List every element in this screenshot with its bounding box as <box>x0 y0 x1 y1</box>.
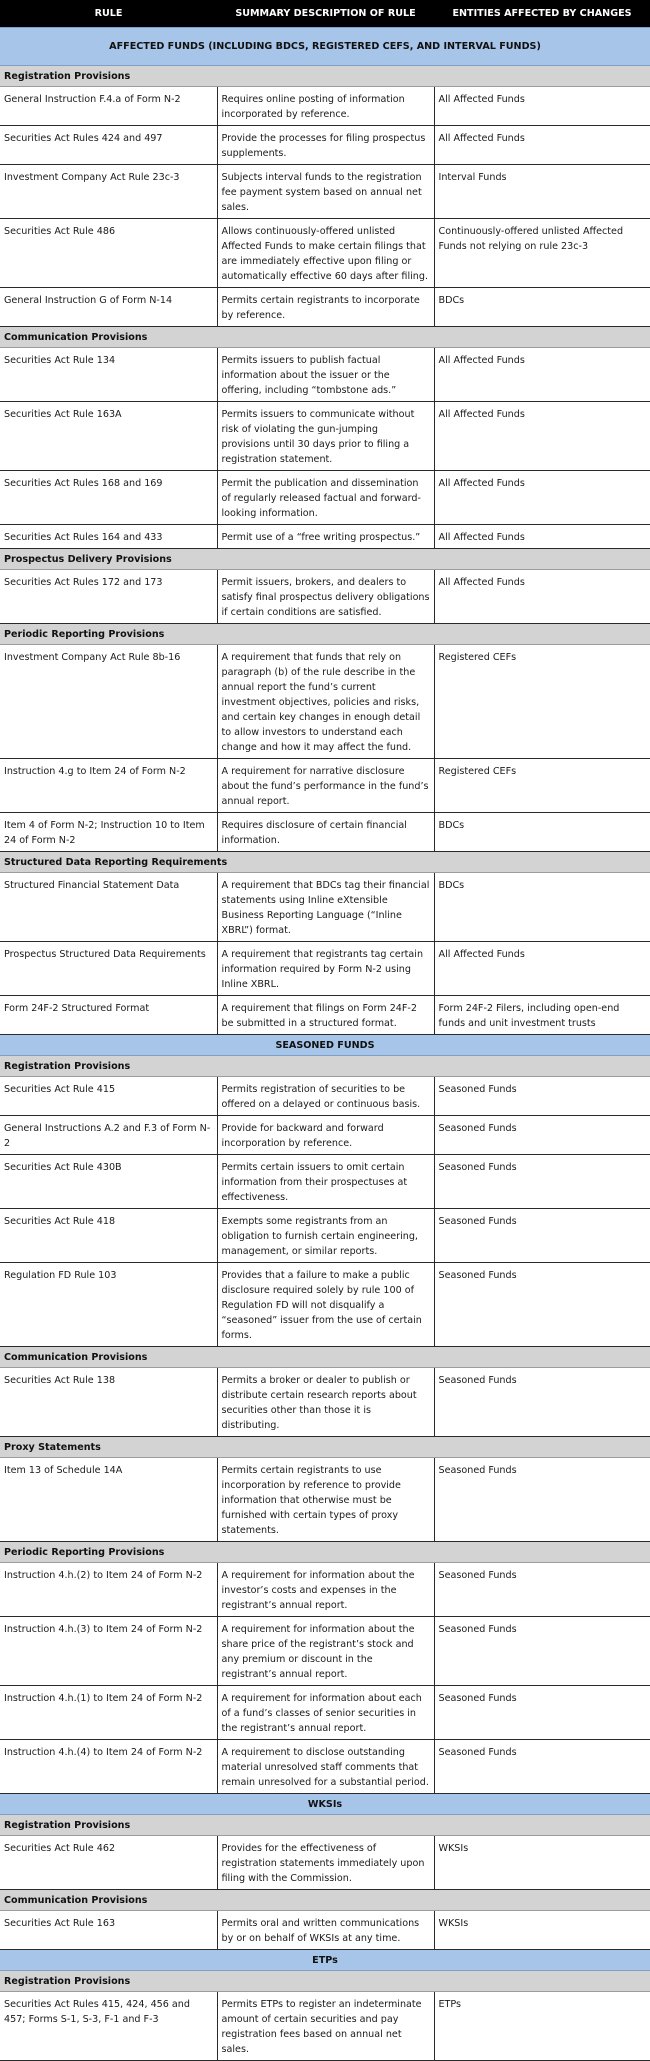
group-header-row <box>0 1971 650 1992</box>
rule-cell: Instruction 4.g to Item 24 of Form N-2 <box>0 759 217 813</box>
group-title: Proxy Statements <box>0 1437 650 1458</box>
group-title: Prospectus Delivery Provisions <box>0 549 650 570</box>
rule-cell: Instruction 4.h.(3) to Item 24 of Form N-2 <box>0 1617 217 1686</box>
summary-cell: Provide for backward and forward incorporation by reference. <box>217 1116 434 1155</box>
group-header-row <box>0 549 650 570</box>
entities-cell: ETPs <box>434 1992 650 2061</box>
rule-cell: Securities Act Rule 430B <box>0 1155 217 1209</box>
rule-cell: Securities Act Rule 415 <box>0 1077 217 1116</box>
entities-cell: BDCs <box>434 813 650 852</box>
table-row <box>0 1116 650 1155</box>
table-row <box>0 1740 650 1794</box>
entities-cell: Seasoned Funds <box>434 1368 650 1437</box>
table-row <box>0 1209 650 1263</box>
entities-cell: Continuously-offered unlisted Affected Funds not relying on rule 23c-3 <box>434 219 650 288</box>
group-header-row <box>0 1542 650 1563</box>
section-header-row <box>0 1950 650 1971</box>
entities-cell: Seasoned Funds <box>434 1563 650 1617</box>
rule-cell: Securities Act Rule 138 <box>0 1368 217 1437</box>
summary-cell: Permit the publication and dissemination of regularly released factual and forward-looking information. <box>217 471 434 525</box>
section-title: SEASONED FUNDS <box>0 1035 650 1056</box>
rule-cell: General Instructions A.2 and F.3 of Form N-2 <box>0 1116 217 1155</box>
rule-cell: Investment Company Act Rule 8b-16 <box>0 645 217 759</box>
group-header-row <box>0 852 650 873</box>
rule-cell: Securities Act Rules 424 and 497 <box>0 126 217 165</box>
summary-cell: A requirement for information about each of a fund’s classes of senior securities in the registrant’s annual report. <box>217 1686 434 1740</box>
entities-cell: All Affected Funds <box>434 348 650 402</box>
summary-cell: Permits certain issuers to omit certain information from their prospectuses at effectiveness. <box>217 1155 434 1209</box>
rule-cell: Securities Act Rules 164 and 433 <box>0 525 217 549</box>
table-row <box>0 645 650 759</box>
entities-cell: All Affected Funds <box>434 471 650 525</box>
rule-cell: Securities Act Rules 172 and 173 <box>0 570 217 624</box>
entities-cell: Seasoned Funds <box>434 1686 650 1740</box>
entities-cell: Seasoned Funds <box>434 1116 650 1155</box>
entities-cell: All Affected Funds <box>434 525 650 549</box>
table-row <box>0 402 650 471</box>
group-header-row <box>0 624 650 645</box>
rule-cell: Securities Act Rule 418 <box>0 1209 217 1263</box>
table-header <box>0 0 650 28</box>
table-row <box>0 1368 650 1437</box>
table-row <box>0 288 650 327</box>
table-row <box>0 126 650 165</box>
entities-cell: Seasoned Funds <box>434 1263 650 1347</box>
entities-cell: BDCs <box>434 288 650 327</box>
rule-cell: Securities Act Rule 462 <box>0 1836 217 1890</box>
group-title: Communication Provisions <box>0 327 650 348</box>
table-row <box>0 813 650 852</box>
entities-cell: Seasoned Funds <box>434 1077 650 1116</box>
rule-cell: Securities Act Rules 415, 424, 456 and 457; Forms S-1, S-3, F-1 and F-3 <box>0 1992 217 2061</box>
summary-cell: A requirement that BDCs tag their financial statements using Inline eXtensible Business Reporting Language (“Inline XBRL”) format. <box>217 873 434 942</box>
rule-cell: General Instruction F.4.a of Form N-2 <box>0 87 217 126</box>
section-header-row <box>0 1035 650 1056</box>
entities-cell: Seasoned Funds <box>434 1617 650 1686</box>
table-row <box>0 1686 650 1740</box>
table-row <box>0 348 650 402</box>
summary-cell: Allows continuously-offered unlisted Affected Funds to make certain filings that are immediately effective upon filing or automatically effective 60 days after filing. <box>217 219 434 288</box>
entities-cell: All Affected Funds <box>434 942 650 996</box>
group-title: Periodic Reporting Provisions <box>0 1542 650 1563</box>
group-title: Communication Provisions <box>0 1890 650 1911</box>
table-row <box>0 570 650 624</box>
rule-cell: Regulation FD Rule 103 <box>0 1263 217 1347</box>
group-title: Communication Provisions <box>0 1347 650 1368</box>
summary-cell: Requires online posting of information incorporated by reference. <box>217 87 434 126</box>
summary-cell: Permits issuers to communicate without risk of violating the gun-jumping provisions until 30 days prior to filing a registration statement. <box>217 402 434 471</box>
entities-cell: All Affected Funds <box>434 570 650 624</box>
entities-cell: WKSIs <box>434 1836 650 1890</box>
summary-cell: Permits certain registrants to incorporate by reference. <box>217 288 434 327</box>
column-header-rule: RULE <box>0 0 217 28</box>
entities-cell: Interval Funds <box>434 165 650 219</box>
summary-cell: Subjects interval funds to the registration fee payment system based on annual net sales. <box>217 165 434 219</box>
table-row <box>0 1263 650 1347</box>
summary-cell: Permits issuers to publish factual information about the issuer or the offering, including “tombstone ads.” <box>217 348 434 402</box>
summary-cell: Requires disclosure of certain financial information. <box>217 813 434 852</box>
entities-cell: Seasoned Funds <box>434 1155 650 1209</box>
table-row <box>0 525 650 549</box>
column-header-summary: SUMMARY DESCRIPTION OF RULE <box>217 0 434 28</box>
rule-cell: Structured Financial Statement Data <box>0 873 217 942</box>
summary-cell: Exempts some registrants from an obligation to furnish certain engineering, management, or similar reports. <box>217 1209 434 1263</box>
rule-cell: Investment Company Act Rule 23c-3 <box>0 165 217 219</box>
entities-cell: Form 24F-2 Filers, including open-end funds and unit investment trusts <box>434 996 650 1035</box>
table-row <box>0 165 650 219</box>
summary-cell: Provides that a failure to make a public disclosure required solely by rule 100 of Regulation FD will not disqualify a “seasoned” issuer from the use of certain forms. <box>217 1263 434 1347</box>
summary-cell: Permits a broker or dealer to publish or distribute certain research reports about securities other than those it is distributing. <box>217 1368 434 1437</box>
summary-cell: Permits ETPs to register an indeterminate amount of certain securities and pay registration fees based on annual net sales. <box>217 1992 434 2061</box>
entities-cell: WKSIs <box>434 1911 650 1950</box>
entities-cell: Registered CEFs <box>434 759 650 813</box>
rule-cell: Securities Act Rules 168 and 169 <box>0 471 217 525</box>
rule-cell: Securities Act Rule 163A <box>0 402 217 471</box>
summary-cell: A requirement for information about the investor’s costs and expenses in the registrant’s annual report. <box>217 1563 434 1617</box>
group-title: Periodic Reporting Provisions <box>0 624 650 645</box>
group-title: Registration Provisions <box>0 1971 650 1992</box>
rule-cell: Securities Act Rule 134 <box>0 348 217 402</box>
summary-cell: Permits certain registrants to use incorporation by reference to provide information that otherwise must be furnished with certain types of proxy statements. <box>217 1458 434 1542</box>
rule-cell: Item 13 of Schedule 14A <box>0 1458 217 1542</box>
group-title: Structured Data Reporting Requirements <box>0 852 650 873</box>
header-row <box>0 0 650 28</box>
group-header-row <box>0 66 650 87</box>
group-header-row <box>0 1056 650 1077</box>
table-row <box>0 471 650 525</box>
rule-cell: Instruction 4.h.(1) to Item 24 of Form N-2 <box>0 1686 217 1740</box>
summary-cell: Provides for the effectiveness of registration statements immediately upon filing with the Commission. <box>217 1836 434 1890</box>
entities-cell: BDCs <box>434 873 650 942</box>
table-row <box>0 759 650 813</box>
rule-cell: Instruction 4.h.(2) to Item 24 of Form N-2 <box>0 1563 217 1617</box>
summary-cell: A requirement that registrants tag certain information required by Form N-2 using Inline XBRL. <box>217 942 434 996</box>
section-header-row <box>0 1794 650 1815</box>
summary-cell: Permit issuers, brokers, and dealers to satisfy final prospectus delivery obligations if certain conditions are satisfied. <box>217 570 434 624</box>
summary-cell: A requirement to disclose outstanding material unresolved staff comments that remain unresolved for a substantial period. <box>217 1740 434 1794</box>
table-row <box>0 219 650 288</box>
entities-cell: All Affected Funds <box>434 126 650 165</box>
group-header-row <box>0 1437 650 1458</box>
summary-cell: Provide the processes for filing prospectus supplements. <box>217 126 434 165</box>
summary-cell: Permits registration of securities to be offered on a delayed or continuous basis. <box>217 1077 434 1116</box>
group-title: Registration Provisions <box>0 1056 650 1077</box>
rule-cell: Item 4 of Form N-2; Instruction 10 to Item 24 of Form N-2 <box>0 813 217 852</box>
rule-cell: Instruction 4.h.(4) to Item 24 of Form N-2 <box>0 1740 217 1794</box>
summary-cell: Permit use of a “free writing prospectus.” <box>217 525 434 549</box>
group-title: Registration Provisions <box>0 1815 650 1836</box>
section-header-row <box>0 28 650 66</box>
table-row <box>0 87 650 126</box>
rule-cell: Prospectus Structured Data Requirements <box>0 942 217 996</box>
group-header-row <box>0 1347 650 1368</box>
table-row <box>0 996 650 1035</box>
table-row <box>0 942 650 996</box>
rule-cell: Form 24F-2 Structured Format <box>0 996 217 1035</box>
group-header-row <box>0 1890 650 1911</box>
column-header-entities: ENTITIES AFFECTED BY CHANGES <box>434 0 650 28</box>
group-title: Registration Provisions <box>0 66 650 87</box>
section-title: ETPs <box>0 1950 650 1971</box>
table-body <box>0 28 650 2061</box>
summary-cell: A requirement that filings on Form 24F-2 be submitted in a structured format. <box>217 996 434 1035</box>
entities-cell: Seasoned Funds <box>434 1209 650 1263</box>
table-row <box>0 1992 650 2061</box>
table-row <box>0 1155 650 1209</box>
summary-cell: Permits oral and written communications by or on behalf of WKSIs at any time. <box>217 1911 434 1950</box>
table-row <box>0 1458 650 1542</box>
entities-cell: All Affected Funds <box>434 402 650 471</box>
rule-cell: Securities Act Rule 163 <box>0 1911 217 1950</box>
summary-cell: A requirement for information about the share price of the registrant’s stock and any premium or discount in the registrant’s annual report. <box>217 1617 434 1686</box>
summary-cell: A requirement for narrative disclosure about the fund’s performance in the fund’s annual report. <box>217 759 434 813</box>
rule-cell: General Instruction G of Form N-14 <box>0 288 217 327</box>
group-header-row <box>0 327 650 348</box>
entities-cell: Seasoned Funds <box>434 1740 650 1794</box>
entities-cell: All Affected Funds <box>434 87 650 126</box>
table-row <box>0 1836 650 1890</box>
table-row <box>0 1077 650 1116</box>
table-row <box>0 873 650 942</box>
section-title: WKSIs <box>0 1794 650 1815</box>
table-row <box>0 1563 650 1617</box>
group-header-row <box>0 1815 650 1836</box>
rule-cell: Securities Act Rule 486 <box>0 219 217 288</box>
table-row <box>0 1911 650 1950</box>
entities-cell: Registered CEFs <box>434 645 650 759</box>
table-row <box>0 1617 650 1686</box>
summary-cell: A requirement that funds that rely on paragraph (b) of the rule describe in the annual report the fund’s current investment objectives, policies and risks, and certain key changes in enough detail to allow investors to understand each change and how it may affect the fund. <box>217 645 434 759</box>
section-title: AFFECTED FUNDS (INCLUDING BDCS, REGISTERED CEFS, AND INTERVAL FUNDS) <box>0 28 650 66</box>
entities-cell: Seasoned Funds <box>434 1458 650 1542</box>
